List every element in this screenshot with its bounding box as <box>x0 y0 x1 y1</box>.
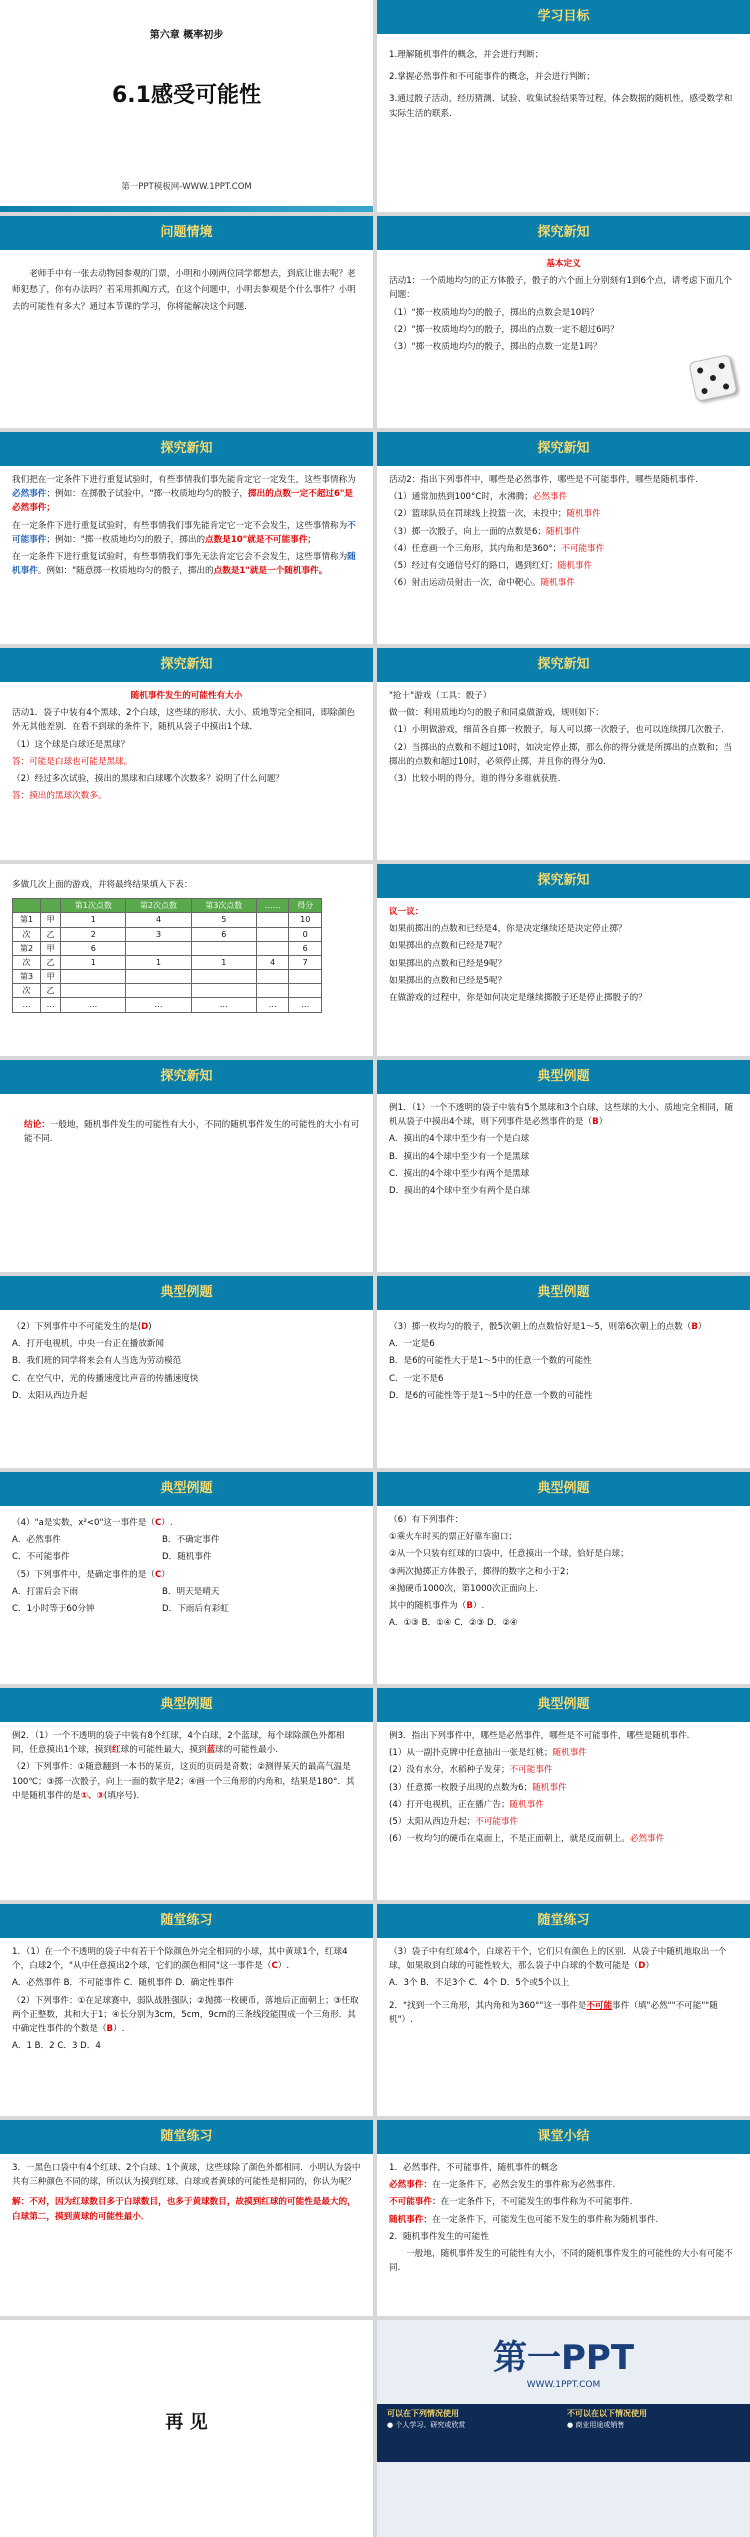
slide-header: 典型例题 <box>0 1472 373 1506</box>
summary-1: 1．必然事件，不可能事件，随机事件的概念 <box>389 2163 558 2173</box>
conclusion-text: 结论：一般地，随机事件发生的可能性有大小，不同的随机事件发生的可能性的大小有可能不同. <box>24 1120 360 1145</box>
slide-practice-1 <box>0 1904 373 2116</box>
option-row: A．3个 B．不足3个 C．4个 D．5个或5个以上 <box>389 1978 570 1989</box>
site-url: 第一PPT模板网-WWW.1PPT.COM <box>121 182 252 192</box>
chapter-label: 第六章 概率初步 <box>149 30 224 41</box>
slide-goodbye <box>0 2320 373 2537</box>
slide-example-3 <box>377 1688 750 1900</box>
option: A．一定是6 <box>389 1339 435 1350</box>
slide-header: 探究新知 <box>0 648 373 682</box>
option: A．打开电视机，中央一台正在播放新闻 <box>12 1339 164 1350</box>
question-2: （2）经过多次试验，摸出的黑球和白球哪个次数多？说明了什么问题？ <box>12 773 284 784</box>
definition-random: 在一定条件下进行重复试验时，有些事情我们事先无法肯定它会不会发生，这些事情称为随机事件。例如："随意掷一枚质地均匀的骰子，掷出的点数是1"就是一个随机事件。 <box>12 551 356 577</box>
slide-discussion <box>377 864 750 1056</box>
slide-activity-2 <box>377 432 750 644</box>
slide-header: 探究新知 <box>377 432 750 466</box>
table-row: 第2 甲 6 6 <box>13 941 322 955</box>
slide-header: 随堂练习 <box>0 2120 373 2154</box>
slide-ball-activity <box>0 648 373 860</box>
slide-header: 探究新知 <box>0 432 373 466</box>
option: D．太阳从西边升起 <box>12 1390 88 1401</box>
summary-impossible: 不可能事件：在一定条件下，不可能发生的事件称为不可能事件. <box>389 2197 633 2208</box>
example-question: 其中的随机事件为（B）. <box>389 1600 485 1611</box>
example-question: 例1．（1）一个不透明的袋子中装有5个黑球和3个白球，这些球的大小、质地完全相同，随机从袋子中摸出4个球，则下列事件是必然事件的是（B） <box>389 1103 734 1128</box>
slide-header: 典型例题 <box>0 1276 373 1310</box>
brand-logo: 第一PPT <box>492 2338 635 2378</box>
list-item: （4）任意画一个三角形，其内角和是360°；不可能事件 <box>389 543 605 554</box>
slide-brand <box>377 2320 750 2537</box>
table-row: 第1 甲 1 4 5 10 <box>13 913 322 927</box>
option: D．摸出的4个球中至少有两个是白球 <box>389 1185 530 1196</box>
activity-text: 活动1．袋子中装有4个黑球、2个白球，这些球的形状、大小、质地等完全相同，即除颜色外无其他差别．在看不到球的条件下，随机从袋子中摸出1个球． <box>12 708 355 733</box>
problem-text: 老师手中有一张去动物园参观的门票，小明和小刚两位同学都想去，到底让谁去呢？老师犯愁了，你有办法吗？若采用抓阄方式，在这个问题中，小明去参观是个什么事件？小明去的可能性有多大？通过本节课的学习，你将能解决这个问题. <box>12 269 356 312</box>
option: B．我们班的同学将来会有人当选为劳动模范 <box>12 1356 182 1367</box>
activity-text: 活动2：指出下列事件中，哪些是必然事件，哪些是不可能事件，哪些是随机事件. <box>389 475 698 485</box>
summary-2: 2．随机事件发生的可能性 <box>389 2231 489 2242</box>
slide-header: 问题情境 <box>0 216 373 250</box>
practice-answer: 解：不对，因为红球数目多于白球数目，也多于黄球数目，故摸到红球的可能性是最大的，白球第二，摸到黄球的可能性最小． <box>12 2197 356 2222</box>
slide-header: 学习目标 <box>377 0 750 34</box>
score-table <box>12 898 322 1013</box>
discussion-3: 如果掷出的点数和已经是9呢？ <box>389 958 507 969</box>
option: B．摸出的4个球中至少有一个是黑球 <box>389 1151 530 1162</box>
list-item: （6）射击运动员射击一次，命中靶心。随机事件 <box>389 578 575 589</box>
option-row: A．1 B．2 C．3 D．4 <box>12 2041 101 2052</box>
slide-conclusion <box>0 1060 373 1272</box>
slide-activity-1 <box>377 216 750 428</box>
rule-1: （1）小明做游戏，细苗各自掷一枚骰子，每人可以掷一次骰子，也可以连续掷几次骰子. <box>389 725 724 736</box>
subheading: 基本定义 <box>546 259 581 269</box>
slide-summary <box>377 2120 750 2316</box>
brand-url: WWW.1PPT.COM <box>526 2380 601 2390</box>
list-item: (4）打开电视机，正在播广告；随机事件 <box>389 1799 544 1810</box>
answer-1: 答：可能是白球也可能是黑球。 <box>12 756 133 767</box>
option: A．摸出的4个球中至少有一个是白球 <box>389 1134 530 1145</box>
option: C．在空气中，光的传播速度比声音的传播速度快 <box>12 1373 199 1384</box>
slide-game-table <box>0 864 373 1056</box>
list-item: (5）太阳从西边升起；不可能事件 <box>389 1816 519 1827</box>
slide-example-1-6 <box>377 1472 750 1684</box>
usage-allowed-line: ● 个人学习、研究或欣赏 <box>387 2421 466 2429</box>
question-3: （3）"掷一枚质地均匀的骰子，掷出的点数一定是1吗？ <box>389 341 602 352</box>
slide-header: 随堂练习 <box>0 1904 373 1938</box>
example-question: （5）下列事件中，是确定事件的是（C） <box>12 1569 170 1580</box>
practice-question: （3）袋子中有红球4个，白球若干个，它们只有颜色上的区别．从袋子中随机地取出一个球，如果取到白球的可能性较大，那么袋子中白球的个数可能是（D） <box>389 1947 727 1972</box>
slide-example-1-2 <box>0 1276 373 1468</box>
table-header-row: 第1次点数 第2次点数 第3次点数 …… 得分 <box>13 899 322 913</box>
option-row: A．打雷后会下雨 B．明天是晴天 <box>12 1586 220 1597</box>
question-1: （1）"掷一枚质地均匀的骰子，掷出的点数会是10吗？ <box>389 307 599 318</box>
dice-icon <box>688 354 737 402</box>
definition-impossible: 在一定条件下进行重复试验时，有些事情我们事先能肯定它一定不会发生，这些事情称为不可能事件；例如："掷一枚质地均匀的骰子，掷出的点数是10"就是不可能事件； <box>12 520 356 545</box>
slide-header: 典型例题 <box>377 1276 750 1310</box>
list-item: （2）篮球队员在罚球线上投篮一次，未投中；随机事件 <box>389 509 601 520</box>
question-1: （1）这个球是白球还是黑球？ <box>12 739 130 750</box>
discussion-2: 如果掷出的点数和已经是7呢？ <box>389 941 507 952</box>
game-intro: 做一做：利用质地均匀的骰子和同桌做游戏，规则如下： <box>389 708 604 719</box>
example-question: （3）掷一枚均匀的骰子，骰5次朝上的点数恰好是1～5，则第6次朝上的点数（B） <box>389 1322 707 1332</box>
slide-cover <box>0 0 373 212</box>
option: B．是6的可能性大于是1～5中的任意一个数的可能性 <box>389 1356 592 1367</box>
practice-question: （2）下列事件：①在足球赛中，弱队战胜强队；②抛掷一枚硬币，落地后正面朝上；③任取两个正整数，其和大于1；④长分别为3cm，5cm，9cm的三条线段能围成一个三角形．其中确定性事件的个数是（B）. <box>12 1995 359 2034</box>
list-item: (2）没有水分，水稻种子发芽；不可能事件 <box>389 1765 553 1776</box>
discussion-5: 在做游戏的过程中，你是如何决定是继续掷骰子还是停止掷骰子的？ <box>389 992 647 1003</box>
usage-forbidden-line: ● 商业用途或销售 <box>567 2421 625 2429</box>
option-row: C．不可能事件 D．随机事件 <box>12 1552 212 1563</box>
slide-definitions <box>0 432 373 644</box>
slide-header: 典型例题 <box>377 1472 750 1506</box>
definition-certain: 我们把在一定条件下进行重复试验时，有些事情我们事先能肯定它一定发生，这些事情称为必然事件；例如：在掷骰子试验中，"掷一枚质地均匀的骰子，掷出的点数一定不超过6"是必然事件； <box>12 475 356 514</box>
objective-1: 1.理解随机事件的概念，并会进行判断； <box>389 50 544 60</box>
example-question: （4）"a是实数，x²<0"这一事件是（C）. <box>12 1518 173 1528</box>
game-title: "抢十"游戏（工具：骰子） <box>389 691 492 701</box>
list-item: （1）通常加热到100°C时，水沸腾；必然事件 <box>389 492 568 503</box>
slide-header: 典型例题 <box>377 1688 750 1722</box>
example-question: （2）下列事件中不可能发生的是(D) <box>12 1322 152 1332</box>
slide-problem <box>0 216 373 428</box>
practice-question: 2．"找到一个三角形，其内角和为360°"这一事件是不可能事件（填"必然""不可能""随机"）. <box>389 2000 718 2025</box>
rule-2: （2）当掷出的点数和不超过10时，如决定停止掷，那么你的得分就是所掷出的点数和；当掷出的点数和超过10时，必须停止掷，并且你的得分为0. <box>389 742 732 767</box>
example-question: 例3．指出下列事件中，哪些是必然事件，哪些是不可能事件，哪些是随机事件. <box>389 1731 690 1741</box>
slide-objectives <box>377 0 750 212</box>
example-question: （6）有下列事件： <box>389 1515 464 1525</box>
list-item: (3）任意掷一枚骰子出现的点数为6；随机事件 <box>389 1782 567 1793</box>
objective-2: 2.掌握必然事件和不可能事件的概念，并会进行判断； <box>389 72 595 83</box>
slide-header: 探究新知 <box>377 864 750 898</box>
slide-example-1-4 <box>0 1472 373 1684</box>
list-item: ②从一个只装有红球的口袋中，任意摸出一个球，恰好是白球； <box>389 1549 629 1560</box>
list-item: （3）掷一次骰子，向上一面的点数是6；随机事件 <box>389 526 581 537</box>
list-item: ③两次抛掷正方体骰子，掷得的数字之和小于2； <box>389 1566 575 1577</box>
summary-2-text: 一般地，随机事件发生的可能性有大小，不同的随机事件发生的可能性的大小有可能不同. <box>389 2248 733 2274</box>
option: C．摸出的4个球中至少有两个是黑球 <box>389 1168 530 1179</box>
discussion-1: 如果前掷出的点数和已经是4，你是决定继续还是决定停止掷？ <box>389 924 627 935</box>
license-footer <box>377 2404 750 2462</box>
option: D．是6的可能性等于是1～5中的任意一个数的可能性 <box>389 1390 593 1401</box>
usage-forbidden-title: 不可以在以下情况使用 <box>567 2409 647 2418</box>
objective-3: 3.通过骰子活动，经历猜测、试验、收集试验结果等过程，体会数据的随机性，感受数学和实际生活的联系. <box>389 94 733 119</box>
discussion-4: 如果掷出的点数和已经是5呢？ <box>389 975 507 986</box>
slide-header: 探究新知 <box>0 1060 373 1094</box>
slide-header: 探究新知 <box>377 216 750 250</box>
slide-practice-3 <box>0 2120 373 2316</box>
subheading: 议一议： <box>389 907 424 917</box>
option-row: C．1小时等于60分钟 D．下雨后有彩虹 <box>12 1603 229 1614</box>
list-item: (6）一枚均匀的硬币在桌面上，不是正面朝上，就是反面朝上。必然事件 <box>389 1834 665 1845</box>
goodbye-text: 再 见 <box>165 2412 208 2433</box>
bottom-bar <box>0 206 373 212</box>
summary-random: 随机事件：在一定条件下，可能发生也可能不发生的事件称为随机事件. <box>389 2214 659 2225</box>
example-question: （2）下列事件：①随意翻到一本书的某页，这页的页码是奇数；②测得某天的最高气温是100℃；③掷一次骰子，向上一面的数字是2；④画一个三角形的内角和，结果是180°．其中是随机事件的是①、③(填序号). <box>12 1762 355 1801</box>
table-row: 次 乙 2 3 6 0 <box>13 927 322 941</box>
option-row: A．①③ B．①④ C．②③ D．②④ <box>389 1618 518 1629</box>
slide-practice-2 <box>377 1904 750 2116</box>
table-row: 次 乙 <box>13 984 322 998</box>
rule-3: （3）比较小明的得分，谁的得分多谁就获胜. <box>389 773 561 784</box>
option-row: A．必然事件 B．不确定事件 <box>12 1535 220 1546</box>
practice-question: 1．（1）在一个不透明的袋子中有若干个除颜色外完全相同的小球，其中黄球1个，红球4个，白球2个，"从中任意摸出2个球，它们的颜色相同"这一事件是（C）. <box>12 1947 348 1972</box>
slide-header: 典型例题 <box>0 1688 373 1722</box>
question-2: （2）"掷一枚质地均匀的骰子，掷出的点数一定不超过6吗？ <box>389 324 619 335</box>
list-item: (1）从一副扑克牌中任意抽出一张是红桃；随机事件 <box>389 1748 587 1759</box>
slide-header: 探究新知 <box>377 648 750 682</box>
lesson-title: 6.1感受可能性 <box>112 83 261 108</box>
subheading: 随机事件发生的可能性有大小 <box>130 691 243 701</box>
slide-example-1-3 <box>377 1276 750 1468</box>
slide-header: 课堂小结 <box>377 2120 750 2154</box>
slide-example-1 <box>377 1060 750 1272</box>
practice-question: 3．一黑色口袋中有4个红球、2个白球、1个黄球，这些球除了颜色外都相同．小明认为袋中共有三种颜色不同的球，所以认为摸到红球、白球或者黄球的可能性是相同的，你认为呢？ <box>12 2163 361 2188</box>
list-item: ①乘火车时买的票正好靠车窗口； <box>389 1532 518 1543</box>
slide-header: 典型例题 <box>377 1060 750 1094</box>
activity-text: 活动1：一个质地均匀的正方体骰子，骰子的六个面上分别刻有1到6个点，请考虑下面几个问题： <box>389 276 732 301</box>
table-row: 第3 甲 <box>13 970 322 984</box>
table-row: 次 乙 1 1 1 4 7 <box>13 955 322 969</box>
example-question: 例2．（1）一个不透明的袋子中装有8个红球，4个白球，2个蓝球，每个球除颜色外都相同，任意摸出1个球，摸到红球的可能性最大，摸到蓝球的可能性最小． <box>12 1731 345 1756</box>
slide-header: 随堂练习 <box>377 1904 750 1938</box>
table-caption: 多做几次上面的游戏，并将最终结果填入下表： <box>12 880 193 890</box>
usage-allowed-title: 可以在下列情况使用 <box>387 2409 459 2418</box>
list-item: （5）经过有交通信号灯的路口，遇到红灯；随机事件 <box>389 560 593 571</box>
list-item: ④抛硬币1000次，第1000次正面向上. <box>389 1583 538 1594</box>
slide-game-rules <box>377 648 750 860</box>
option-row: A．必然事件 B．不可能事件 C．随机事件 D．确定性事件 <box>12 1978 234 1989</box>
slide-example-2 <box>0 1688 373 1900</box>
answer-2: 答：摸出的黑球次数多。 <box>12 791 107 802</box>
option: C．一定不是6 <box>389 1373 444 1384</box>
table-row: … … … … … … … <box>13 998 322 1012</box>
summary-certain: 必然事件：在一定条件下，必然会发生的事件称为必然事件. <box>389 2180 616 2191</box>
